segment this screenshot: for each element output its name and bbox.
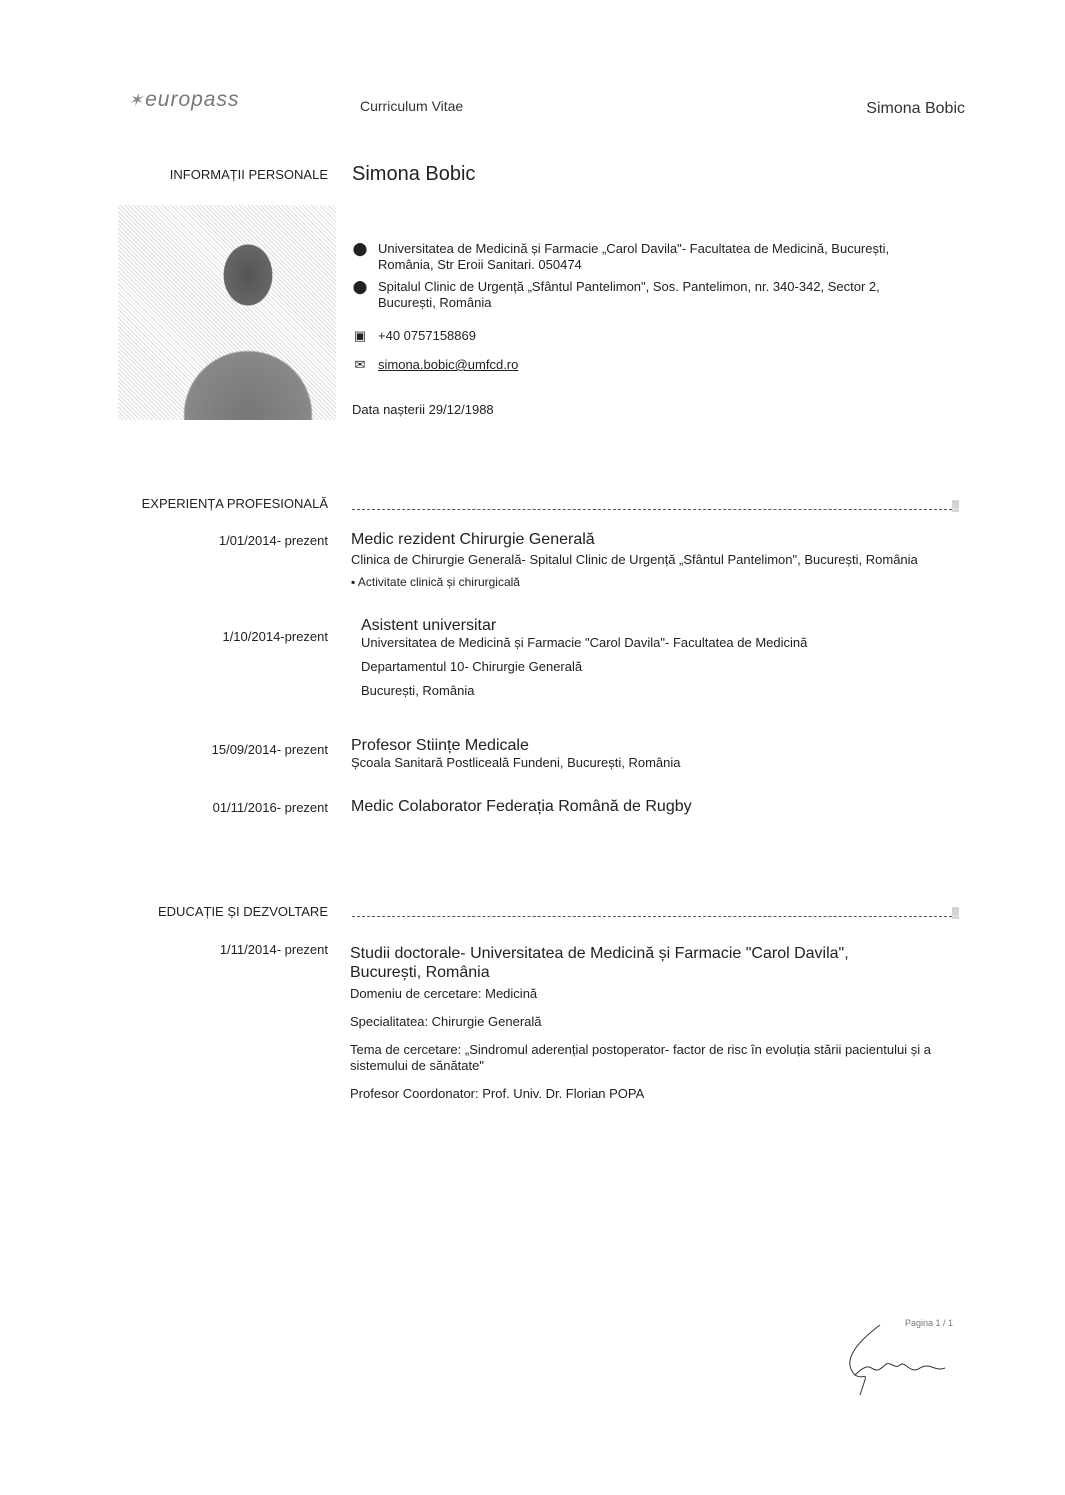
person-name: Simona Bobic bbox=[352, 163, 476, 185]
exp-item: Asistent universitar Universitatea de Medicină și Farmacie "Carol Davila"- Facultatea de Medicină Departamentul 10- Chirurgie Generală București, România bbox=[361, 617, 808, 698]
education-label: EDUCAȚIE ȘI DEZVOLTARE bbox=[158, 904, 328, 919]
header-owner: Simona Bobic bbox=[866, 100, 965, 117]
europass-logo: ✶europass bbox=[128, 88, 240, 111]
edu-date: 1/11/2014- prezent bbox=[219, 942, 328, 957]
divider-end-icon: ▒ bbox=[952, 908, 960, 919]
edu-item: Studii doctorale- Universitatea de Medicină și Farmacie "Carol Davila", București, România Domeniu de cercetare: Medicină Specialitatea: Chirurgie Generală Tema de cercetare: „Sindromul aderențial postoperator- factor de risc în evoluția stării pacientului și a sistemului de sănătate" Profesor Coordonator: Prof. Univ. Dr. Florian POPA bbox=[350, 945, 931, 1101]
page-number: Pagina 1 / 1 bbox=[905, 1318, 954, 1328]
personal-info-label: INFORMAȚII PERSONALE bbox=[169, 167, 328, 182]
mobile-phone-icon: ▣ bbox=[353, 328, 367, 343]
profile-photo bbox=[118, 205, 336, 420]
exp-date: 15/09/2014- prezent bbox=[211, 742, 328, 757]
section-divider bbox=[352, 916, 952, 917]
birth-date: Data nașterii 29/12/1988 bbox=[352, 402, 494, 417]
exp-date: 1/10/2014-prezent bbox=[222, 629, 328, 644]
doc-title: Curriculum Vitae bbox=[360, 98, 464, 114]
exp-title: Medic Colaborator Federația Română de Rugby bbox=[351, 798, 692, 815]
email bbox=[352, 357, 938, 373]
address-1: ⬤ Universitatea de Medicină și Farmacie „Carol Davila"- Facultatea de Medicină, București, România, Str Eroii Sanitari. 050474 bbox=[352, 241, 890, 272]
star-icon: ✶ bbox=[128, 90, 145, 110]
exp-item: Medic rezident Chirurgie Generală Clinica de Chirurgie Generală- Spitalul Clinic de Urgență „Sfântul Pantelimon", București, România ▪ Activitate clinică și chirurgicală bbox=[351, 531, 918, 589]
experience-label: EXPERIENȚA PROFESIONALĂ bbox=[141, 496, 328, 511]
signature bbox=[830, 1320, 960, 1410]
section-divider bbox=[352, 509, 952, 510]
location-pin-icon: ⬤ bbox=[352, 241, 368, 256]
envelope-icon: ✉ bbox=[354, 357, 366, 372]
phone: ▣ +40 0757158869 bbox=[353, 328, 476, 343]
exp-item: Profesor Stiințe Medicale Școala Sanitară Postliceală Fundeni, București, România bbox=[351, 737, 681, 770]
exp-date: 1/01/2014- prezent bbox=[218, 533, 328, 548]
address-2: ⬤ Spitalul Clinic de Urgență „Sfântul Pantelimon", Sos. Pantelimon, nr. 340-342, Sector 2, București, România bbox=[352, 279, 880, 310]
exp-date: 01/11/2016- prezent bbox=[212, 800, 328, 815]
location-pin-icon: ⬤ bbox=[352, 279, 368, 294]
email-link[interactable]: simona.bobic@umfcd.ro bbox=[378, 357, 519, 372]
divider-end-icon: ▒ bbox=[952, 501, 960, 512]
